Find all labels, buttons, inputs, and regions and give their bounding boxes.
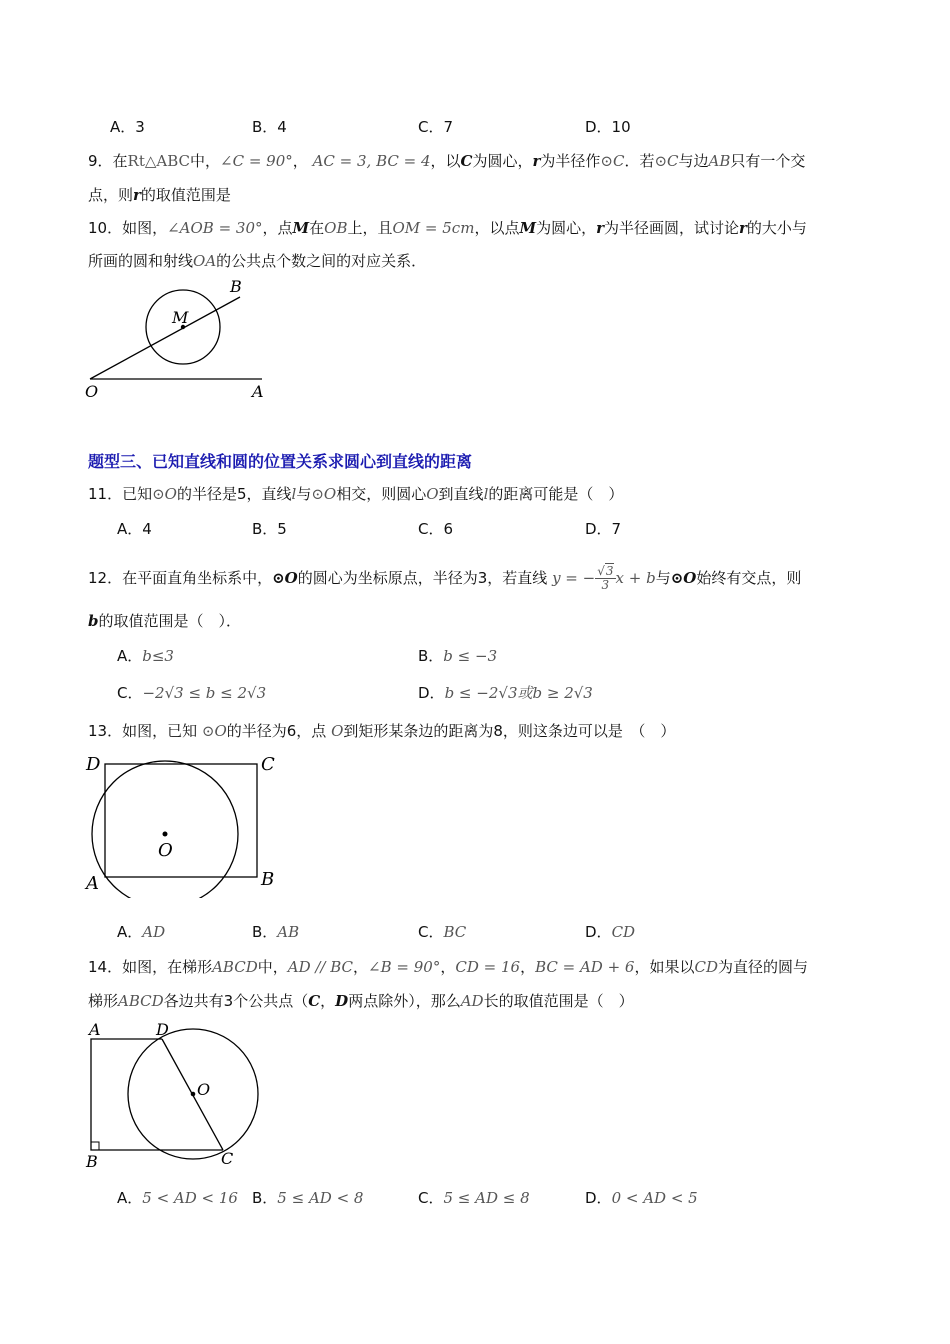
q12-fraction bbox=[595, 565, 615, 592]
q9-text: 为半径作 bbox=[540, 152, 601, 170]
option-label: D． bbox=[585, 923, 612, 941]
label-c: C bbox=[221, 1149, 234, 1168]
ray-ob bbox=[90, 297, 240, 379]
q10-var-m: M bbox=[519, 219, 537, 237]
q13-math-o: O bbox=[331, 722, 344, 740]
q14-text: ， bbox=[440, 958, 456, 976]
option-label: C． bbox=[418, 923, 444, 941]
q14-figure bbox=[82, 1018, 282, 1173]
q12-frac-den: 3 bbox=[601, 578, 610, 592]
q14-text: 为直径的圆与 bbox=[718, 958, 809, 976]
q12-frac-num-value: 3 bbox=[605, 564, 614, 578]
label-d: D bbox=[86, 754, 101, 775]
option-label: A． bbox=[117, 923, 143, 941]
option-math: AB bbox=[277, 923, 300, 941]
q10-figure bbox=[80, 275, 280, 405]
q12-text: 与 bbox=[655, 569, 671, 587]
option-label: B． bbox=[418, 647, 444, 665]
q10-math-om: OM = 5cm bbox=[392, 219, 475, 237]
q13-option-c[interactable] bbox=[418, 921, 466, 942]
q8-option-c[interactable]: C．7 bbox=[418, 118, 454, 136]
label-m: M bbox=[172, 308, 189, 327]
label-a: A bbox=[252, 382, 264, 401]
point-o bbox=[163, 832, 168, 837]
q14-option-b[interactable] bbox=[252, 1187, 363, 1208]
q10-text: 在 bbox=[309, 219, 325, 237]
q10-text: ，以点 bbox=[474, 219, 520, 237]
q11-text: 相交，则圆心 bbox=[336, 485, 427, 503]
q11-math-l: l bbox=[483, 485, 489, 503]
q13-text: 的半径为6，点 bbox=[226, 722, 327, 740]
label-o: O bbox=[158, 840, 173, 861]
label-b: B bbox=[86, 1152, 98, 1171]
q9-math-sides: AC = 3, BC = 4 bbox=[312, 152, 431, 170]
q14-option-d[interactable] bbox=[585, 1187, 698, 1208]
label-c: C bbox=[261, 754, 275, 775]
q14-math-angle: ∠B = 90° bbox=[368, 958, 441, 976]
q11-text: 与 bbox=[296, 485, 312, 503]
q12-line2 bbox=[88, 610, 241, 631]
q10-text: 为圆心， bbox=[536, 219, 597, 237]
q11-option-c[interactable]: C．6 bbox=[418, 520, 454, 538]
rectangle-abcd bbox=[105, 764, 257, 877]
q12-option-b[interactable] bbox=[418, 645, 497, 666]
q10-text: 的大小与 bbox=[746, 219, 807, 237]
q9-var-r: r bbox=[532, 152, 541, 170]
q13-text: 到矩形某条边的距离为8，则这条边可以是 （ ） bbox=[343, 722, 676, 740]
q12-text: 12．在平面直角坐标系中， bbox=[88, 569, 273, 587]
q12-math-circle: ⊙O bbox=[670, 569, 697, 587]
q12-var-b: b bbox=[88, 612, 99, 630]
q11-math-circle: ⊙O bbox=[152, 485, 177, 503]
q14-math-ad: AD bbox=[460, 992, 484, 1010]
q9-line1 bbox=[88, 150, 805, 171]
option-math: b ≤ −3 bbox=[443, 647, 498, 665]
q12-frac-num: √3 bbox=[597, 564, 614, 578]
q11-option-a[interactable]: A．4 bbox=[117, 520, 152, 538]
q8-option-b[interactable]: B．4 bbox=[252, 118, 287, 136]
q14-math-cd-var: CD bbox=[694, 958, 718, 976]
option-label: A． bbox=[117, 1189, 143, 1207]
q14-math-abcd: ABCD bbox=[118, 992, 164, 1010]
q8-option-d[interactable]: D．10 bbox=[585, 118, 631, 136]
q9-text: 与边 bbox=[678, 152, 709, 170]
label-a: A bbox=[86, 873, 99, 894]
q9-var-c: C bbox=[460, 152, 473, 170]
label-o: O bbox=[197, 1080, 211, 1099]
q14-math-abcd: ABCD bbox=[212, 958, 258, 976]
option-label: C． bbox=[418, 1189, 444, 1207]
q14-text: 梯形 bbox=[88, 992, 119, 1010]
q10-text: ，点 bbox=[262, 219, 293, 237]
q12-eq-rest: x + b bbox=[615, 569, 656, 587]
label-d: D bbox=[156, 1020, 169, 1039]
q12-line1 bbox=[88, 565, 801, 592]
section-title: 题型三、已知直线和圆的位置关系求圆心到直线的距离 bbox=[88, 452, 473, 471]
q14-math-parallel: AD // BC bbox=[287, 958, 354, 976]
q13-line1 bbox=[88, 720, 675, 741]
q12-text: 的取值范围是（ ）． bbox=[98, 612, 242, 630]
point-o bbox=[191, 1092, 196, 1097]
q10-text: 10．如图， bbox=[88, 219, 168, 237]
option-label: C． bbox=[117, 684, 143, 702]
q14-math-cd: CD = 16 bbox=[455, 958, 521, 976]
option-math: b ≤ −2√3或b ≥ 2√3 bbox=[444, 684, 593, 702]
option-math: 5 < AD < 16 bbox=[142, 1189, 238, 1207]
q12-option-a[interactable] bbox=[117, 645, 174, 666]
q12-option-c[interactable] bbox=[117, 682, 266, 703]
option-label: D． bbox=[418, 684, 445, 702]
option-label: B． bbox=[252, 923, 278, 941]
label-b: B bbox=[261, 869, 275, 890]
q14-var-c: C bbox=[308, 992, 321, 1010]
q13-option-b[interactable] bbox=[252, 921, 299, 942]
q10-var-r: r bbox=[739, 219, 747, 237]
q9-text: 中， bbox=[190, 152, 221, 170]
q14-text: ，如果以 bbox=[634, 958, 695, 976]
q14-text: ， bbox=[520, 958, 536, 976]
q11-text: 的半径是5，直线 bbox=[176, 485, 292, 503]
q9-text: 只有一个交 bbox=[730, 152, 806, 170]
q14-text: 各边共有3个公共点（ bbox=[163, 992, 309, 1010]
q13-option-a[interactable] bbox=[117, 921, 165, 942]
q12-text: 始终有交点，则 bbox=[696, 569, 802, 587]
option-label: D． bbox=[585, 1189, 612, 1207]
q9-math-angle: ∠C = 90° bbox=[220, 152, 293, 170]
q14-text: ， bbox=[353, 958, 369, 976]
q9-text: 的取值范围是 bbox=[140, 186, 231, 204]
q10-math-oa: OA bbox=[193, 252, 217, 270]
option-math: AD bbox=[142, 923, 166, 941]
option-math: 5 ≤ AD < 8 bbox=[277, 1189, 364, 1207]
q10-text: 所画的圆和射线 bbox=[88, 252, 194, 270]
q11-option-d[interactable]: D．7 bbox=[585, 520, 622, 538]
q14-option-a[interactable] bbox=[117, 1187, 238, 1208]
q11-text: 到直线 bbox=[438, 485, 484, 503]
q12-text: 的圆心为坐标原点，半径为3，若直线 bbox=[297, 569, 548, 587]
q9-text: ， bbox=[292, 152, 308, 170]
q9-var-r: r bbox=[133, 186, 141, 204]
q13-figure bbox=[84, 748, 284, 898]
q9-rt: Rt△ABC bbox=[127, 152, 191, 170]
q13-math-circle: ⊙O bbox=[201, 722, 227, 740]
option-math: 0 < AD < 5 bbox=[611, 1189, 698, 1207]
q10-math-ob: OB bbox=[324, 219, 348, 237]
q12-eq-y: y = − bbox=[552, 569, 596, 587]
q12-option-d[interactable] bbox=[418, 682, 593, 703]
option-math: 5 ≤ AD ≤ 8 bbox=[443, 1189, 530, 1207]
q14-text: 长的取值范围是（ ） bbox=[483, 992, 634, 1010]
q9-text: 为圆心， bbox=[472, 152, 533, 170]
q10-line2 bbox=[88, 250, 426, 271]
right-angle-mark bbox=[91, 1142, 99, 1150]
q9-math-circle: ⊙C bbox=[654, 152, 679, 170]
q12-math-circle: ⊙O bbox=[272, 569, 298, 587]
q14-text: 中， bbox=[257, 958, 288, 976]
q9-math-ab: AB bbox=[708, 152, 731, 170]
q10-text: 的公共点个数之间的对应关系． bbox=[216, 252, 427, 270]
q13-text: 13．如图，已知 bbox=[88, 722, 198, 740]
q11-text: 的距离可能是（ ） bbox=[488, 485, 624, 503]
q10-line1 bbox=[88, 217, 807, 238]
q10-text: 为半径画圆，试讨论 bbox=[603, 219, 739, 237]
q14-text: 两点除外），那么 bbox=[348, 992, 461, 1010]
q14-text: 14．如图，在梯形 bbox=[88, 958, 213, 976]
q9-math-circle: ⊙C bbox=[600, 152, 625, 170]
option-label: B． bbox=[252, 1189, 278, 1207]
q9-text: 点，则 bbox=[88, 186, 134, 204]
label-a: A bbox=[89, 1020, 101, 1039]
q11-math-o: O bbox=[426, 485, 439, 503]
q10-var-r: r bbox=[596, 219, 604, 237]
q9-text: 9．在 bbox=[88, 152, 128, 170]
option-label: A． bbox=[117, 647, 143, 665]
q14-text: ， bbox=[320, 992, 336, 1010]
q9-text: ，以 bbox=[430, 152, 461, 170]
q11-option-b[interactable]: B．5 bbox=[252, 520, 287, 538]
q14-option-c[interactable] bbox=[418, 1187, 530, 1208]
q14-var-d: D bbox=[335, 992, 349, 1010]
q10-math-angle: ∠AOB = 30° bbox=[167, 219, 263, 237]
option-math: BC bbox=[443, 923, 467, 941]
label-o: O bbox=[85, 382, 99, 401]
q11-math-circle: ⊙O bbox=[311, 485, 337, 503]
q14-line2 bbox=[88, 990, 634, 1011]
q14-math-bc: BC = AD + 6 bbox=[535, 958, 635, 976]
option-math: b≤3 bbox=[142, 647, 174, 665]
q9-line2 bbox=[88, 184, 231, 205]
label-b: B bbox=[230, 277, 242, 296]
q9-text: ．若 bbox=[624, 152, 655, 170]
option-math: CD bbox=[611, 923, 636, 941]
q8-option-a[interactable]: A．3 bbox=[110, 118, 145, 136]
q11-text: 11．已知 bbox=[88, 485, 153, 503]
q14-line1 bbox=[88, 956, 808, 977]
q10-text: 上，且 bbox=[347, 219, 393, 237]
q13-option-d[interactable] bbox=[585, 921, 635, 942]
q10-var-m: M bbox=[292, 219, 310, 237]
q11-math-l: l bbox=[291, 485, 297, 503]
q11-line1 bbox=[88, 483, 623, 504]
option-math: −2√3 ≤ b ≤ 2√3 bbox=[142, 684, 267, 702]
